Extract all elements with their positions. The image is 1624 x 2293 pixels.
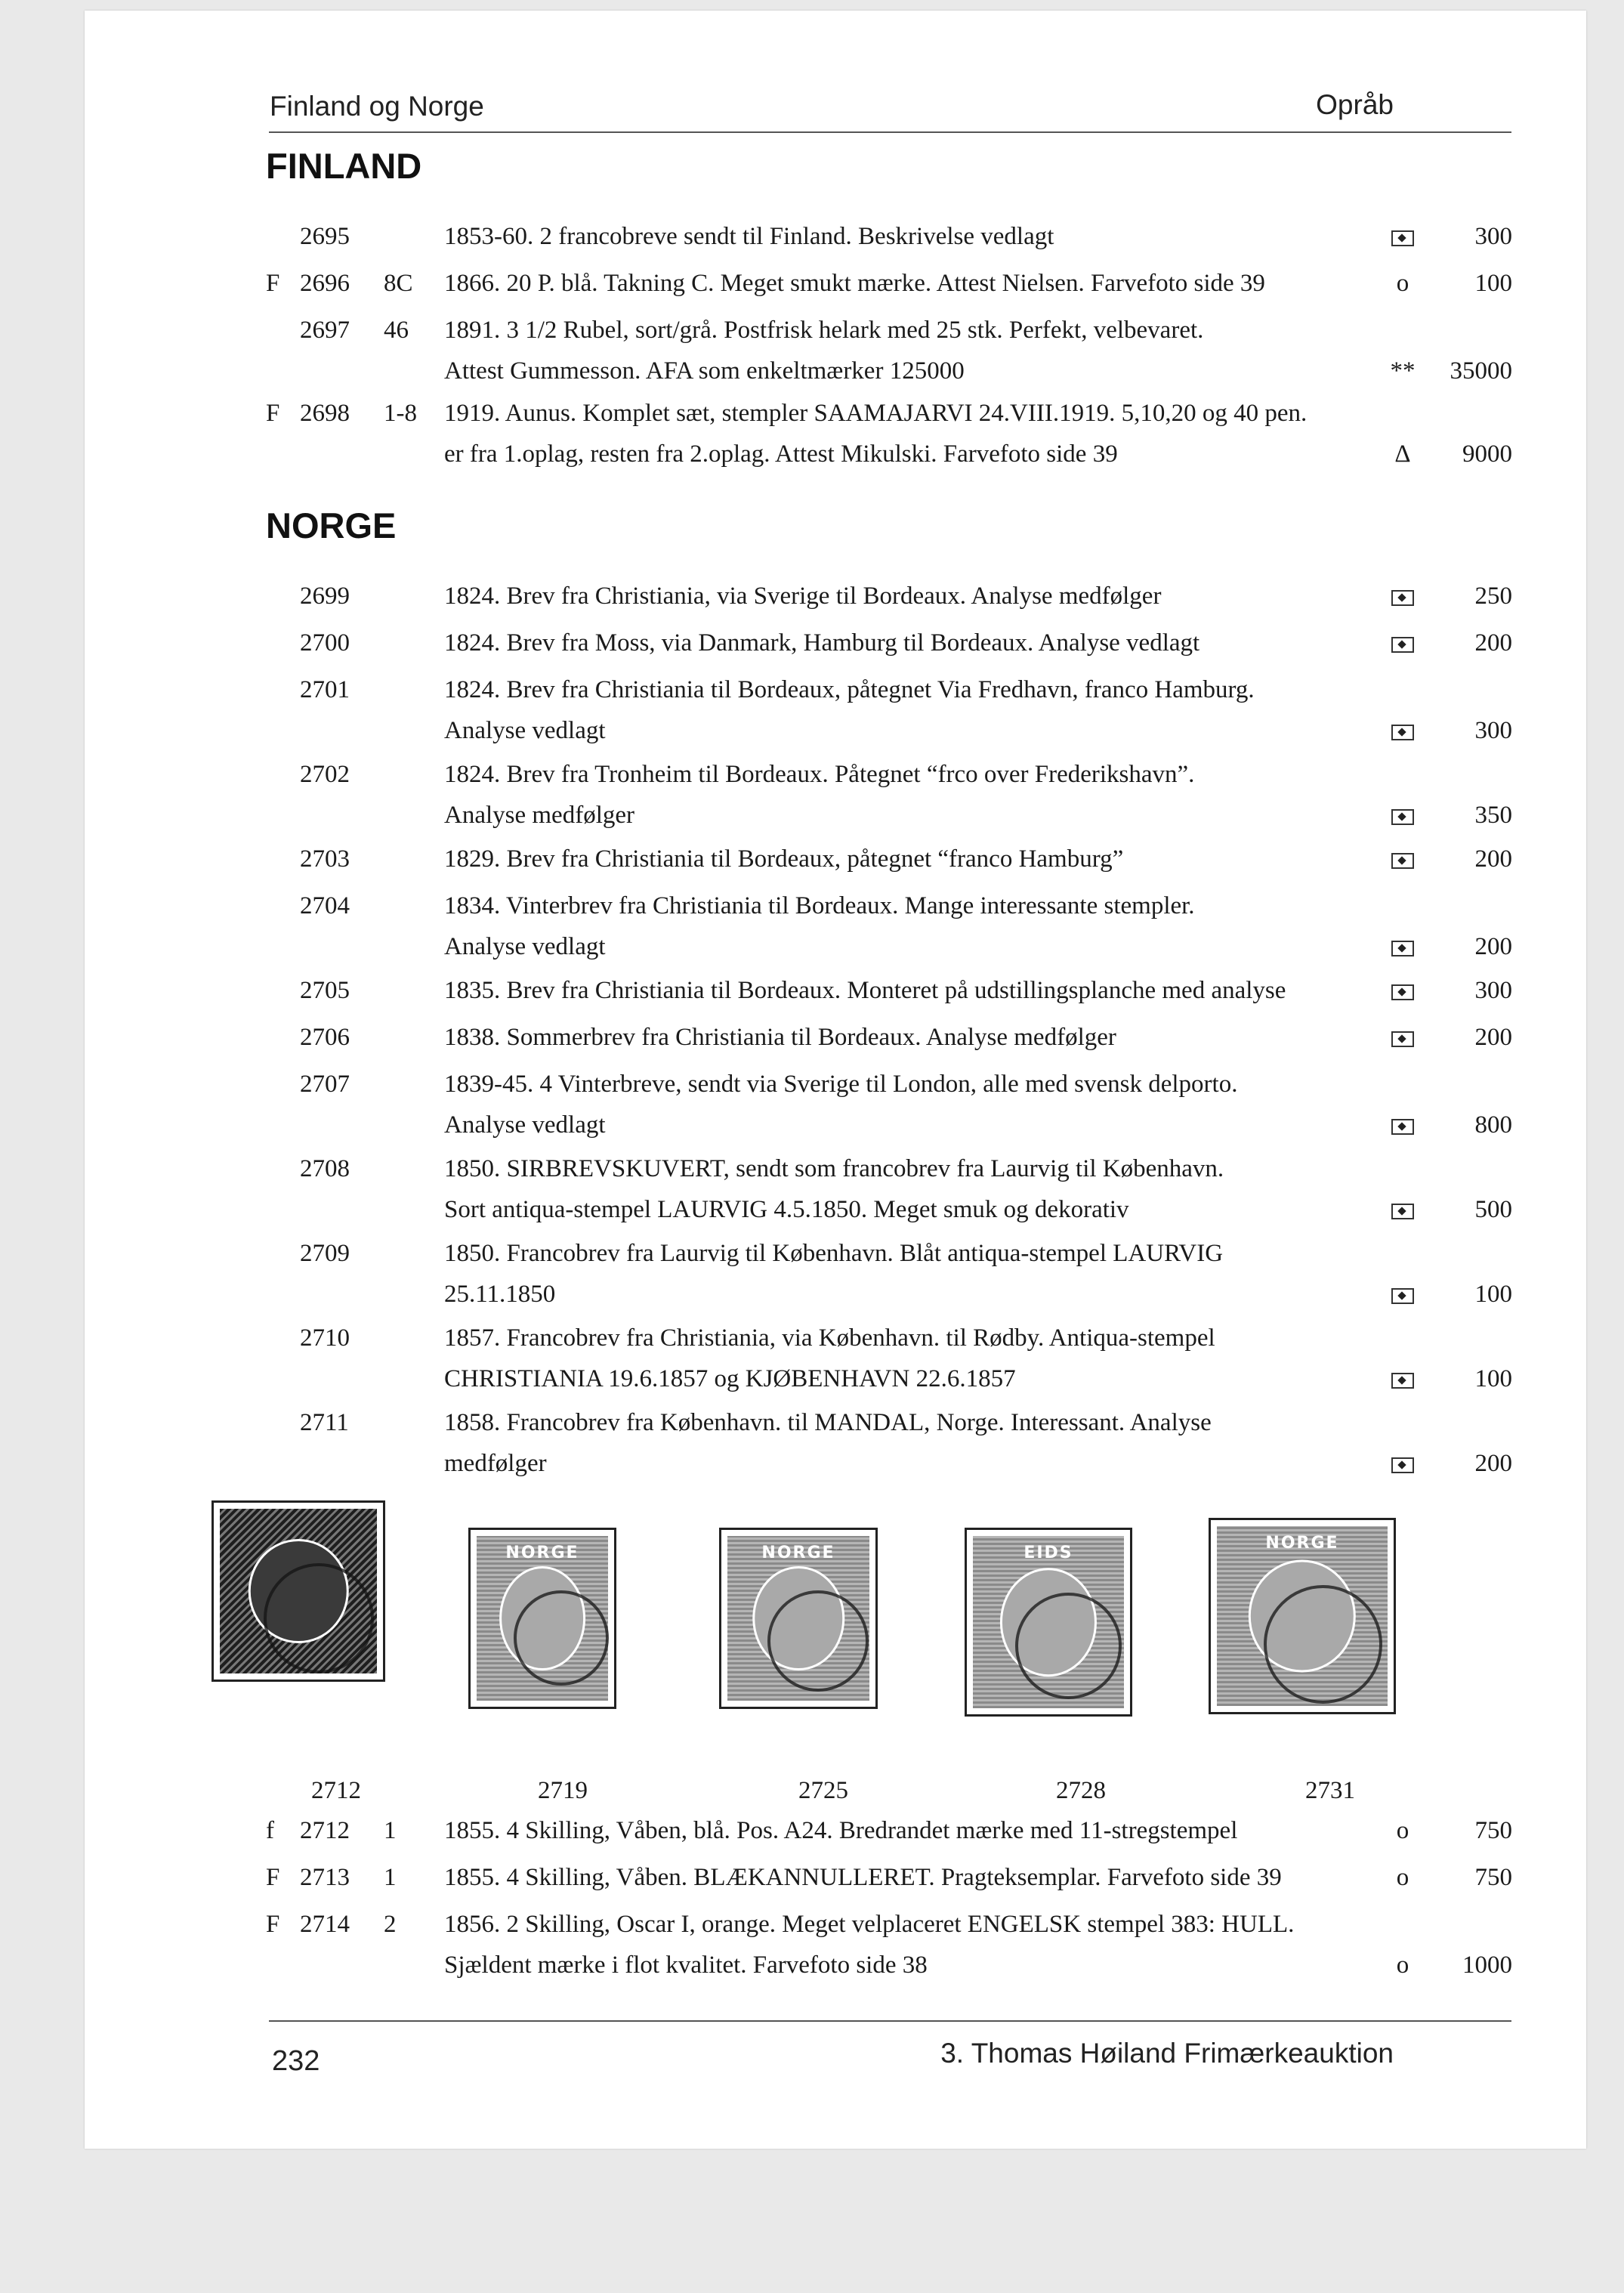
lot-price: 9000 bbox=[1462, 440, 1512, 468]
description-line: 1850. SIRBREVSKUVERT, sendt som francobrev fra Laurvig til København. bbox=[444, 1155, 1224, 1182]
stamp-image bbox=[1209, 1518, 1396, 1714]
lot-number: 2713 bbox=[300, 1864, 350, 1891]
lot-condition bbox=[1369, 795, 1437, 836]
header-section-title: Finland og Norge bbox=[270, 91, 484, 122]
lot-description bbox=[444, 839, 1385, 879]
description-line: 1824. Brev fra Christiania, via Sverige til Bordeaux. Analyse medfølger bbox=[444, 583, 1162, 610]
lot-number: 2712 bbox=[300, 1817, 350, 1844]
page-number: 232 bbox=[272, 2045, 320, 2077]
catalog-number: 8C bbox=[384, 270, 413, 297]
envelope-icon bbox=[1391, 853, 1414, 869]
description-line: 1834. Vinterbrev fra Christiania til Bordeaux. Mange interessante stempler. bbox=[444, 892, 1195, 919]
lot-row bbox=[85, 1857, 1586, 1898]
lot-price: 100 bbox=[1474, 1365, 1512, 1392]
lot-condition bbox=[1369, 1274, 1437, 1315]
postmark bbox=[767, 1590, 869, 1692]
envelope-icon bbox=[1391, 590, 1414, 606]
lot-price: 300 bbox=[1474, 977, 1512, 1004]
lot-row bbox=[85, 1148, 1586, 1230]
lot-number: 2701 bbox=[300, 676, 350, 703]
lot-condition bbox=[1369, 1105, 1437, 1145]
lot-row bbox=[85, 1402, 1586, 1484]
lot-price: 200 bbox=[1474, 845, 1512, 873]
catalog-number: 1 bbox=[384, 1864, 397, 1891]
envelope-icon bbox=[1391, 984, 1414, 1000]
lot-number: 2696 bbox=[300, 270, 350, 297]
stamp-inscription: NORGE bbox=[1265, 1534, 1339, 1553]
lot-number: 2695 bbox=[300, 223, 350, 250]
stamp-image bbox=[211, 1500, 385, 1682]
lot-row bbox=[85, 839, 1586, 879]
lot-condition: Δ bbox=[1394, 440, 1411, 468]
lot-number: 2699 bbox=[300, 583, 350, 610]
description-line: CHRISTIANIA 19.6.1857 og KJØBENHAVN 22.6.1857 bbox=[444, 1365, 1016, 1392]
lot-number: 2711 bbox=[300, 1409, 349, 1436]
lot-row bbox=[85, 310, 1586, 391]
stamp-design bbox=[1217, 1526, 1388, 1706]
lot-description bbox=[444, 1318, 1385, 1399]
lot-number: 2698 bbox=[300, 400, 350, 427]
envelope-icon bbox=[1391, 1373, 1414, 1389]
envelope-icon bbox=[1391, 1288, 1414, 1304]
description-line: Analyse vedlagt bbox=[444, 717, 606, 744]
lot-condition bbox=[1369, 576, 1437, 617]
catalog-number: 46 bbox=[384, 317, 409, 344]
lot-price: 100 bbox=[1474, 270, 1512, 297]
lot-condition bbox=[1369, 1358, 1437, 1399]
lot-number: 2706 bbox=[300, 1024, 350, 1051]
description-line: 1855. 4 Skilling, Våben. BLÆKANNULLERET. Pragteksemplar. Farvefoto side 39 bbox=[444, 1864, 1282, 1891]
lot-price: 200 bbox=[1474, 933, 1512, 960]
catalog-number: 1-8 bbox=[384, 400, 417, 427]
description-line: 1835. Brev fra Christiania til Bordeaux. Monteret på udstillingsplanche med analyse bbox=[444, 977, 1286, 1004]
envelope-icon bbox=[1391, 809, 1414, 825]
lot-price: 300 bbox=[1474, 223, 1512, 250]
envelope-icon bbox=[1391, 1031, 1414, 1047]
catalog-number: 1 bbox=[384, 1817, 397, 1844]
lot-description bbox=[444, 1810, 1385, 1851]
lot-row bbox=[85, 669, 1586, 751]
description-line: 1829. Brev fra Christiania til Bordeaux, påtegnet “franco Hamburg” bbox=[444, 845, 1124, 873]
description-line: medfølger bbox=[444, 1450, 547, 1477]
lot-row bbox=[85, 754, 1586, 836]
lot-row bbox=[85, 1810, 1586, 1851]
lot-number: 2700 bbox=[300, 629, 350, 657]
description-line: 25.11.1850 bbox=[444, 1281, 556, 1308]
lot-description bbox=[444, 1402, 1385, 1484]
lot-condition bbox=[1369, 710, 1437, 751]
catalog-page bbox=[85, 11, 1586, 2149]
lot-condition bbox=[1369, 839, 1437, 879]
envelope-icon bbox=[1391, 637, 1414, 653]
lot-description bbox=[444, 1064, 1385, 1145]
lot-description bbox=[444, 754, 1385, 836]
lot-price: 300 bbox=[1474, 717, 1512, 744]
footer-rule bbox=[269, 2020, 1511, 2022]
lot-number: 2709 bbox=[300, 1240, 350, 1267]
stamp-caption: 2725 bbox=[798, 1777, 848, 1804]
lot-row bbox=[85, 1904, 1586, 1986]
lot-price: 100 bbox=[1474, 1281, 1512, 1308]
lot-description bbox=[444, 393, 1385, 474]
lot-price: 35000 bbox=[1450, 357, 1512, 385]
stamp-caption: 2728 bbox=[1056, 1777, 1106, 1804]
description-line: 1858. Francobrev fra København. til MANDAL, Norge. Interessant. Analyse bbox=[444, 1409, 1212, 1436]
stamp-image bbox=[965, 1528, 1132, 1717]
section-title-norge: NORGE bbox=[266, 505, 397, 545]
stamp-design bbox=[727, 1536, 869, 1701]
lot-price: 200 bbox=[1474, 629, 1512, 657]
description-line: 1824. Brev fra Tronheim til Bordeaux. Påtegnet “frco over Frederikshavn”. bbox=[444, 761, 1195, 788]
lot-description bbox=[444, 216, 1385, 257]
lot-description bbox=[444, 885, 1385, 967]
stamp-image bbox=[468, 1528, 616, 1709]
description-line: Analyse medfølger bbox=[444, 802, 634, 829]
description-line: 1824. Brev fra Moss, via Danmark, Hamburg til Bordeaux. Analyse vedlagt bbox=[444, 629, 1200, 657]
description-line: 1891. 3 1/2 Rubel, sort/grå. Postfrisk helark med 25 stk. Perfekt, velbevaret. bbox=[444, 317, 1204, 344]
lot-condition: o bbox=[1396, 1864, 1409, 1891]
description-line: 1853-60. 2 francobreve sendt til Finland. Beskrivelse vedlagt bbox=[444, 223, 1054, 250]
lot-description bbox=[444, 669, 1385, 751]
postmark bbox=[514, 1590, 609, 1686]
description-line: 1919. Aunus. Komplet sæt, stempler SAAMAJARVI 24.VIII.1919. 5,10,20 og 40 pen. bbox=[444, 400, 1308, 427]
lot-number: 2697 bbox=[300, 317, 350, 344]
lot-flag: F bbox=[266, 1864, 280, 1891]
lot-condition bbox=[1369, 970, 1437, 1011]
section-title-finland: FINLAND bbox=[266, 146, 422, 186]
lot-row bbox=[85, 393, 1586, 474]
description-line: Sort antiqua-stempel LAURVIG 4.5.1850. Meget smuk og dekorativ bbox=[444, 1196, 1129, 1223]
description-line: 1866. 20 P. blå. Takning C. Meget smukt mærke. Attest Nielsen. Farvefoto side 39 bbox=[444, 270, 1265, 297]
lot-description bbox=[444, 1904, 1385, 1986]
lot-row bbox=[85, 1233, 1586, 1315]
lot-number: 2707 bbox=[300, 1071, 350, 1098]
lot-description bbox=[444, 1233, 1385, 1315]
auction-name: 3. Thomas Høiland Frimærkeauktion bbox=[940, 2038, 1394, 2069]
lot-condition bbox=[1369, 216, 1437, 257]
stamp-caption: 2719 bbox=[538, 1777, 588, 1804]
stamp-caption: 2731 bbox=[1305, 1777, 1355, 1804]
stamp-design bbox=[220, 1509, 377, 1673]
lot-row bbox=[85, 1318, 1586, 1399]
envelope-icon bbox=[1391, 941, 1414, 956]
envelope-icon bbox=[1391, 725, 1414, 740]
lot-number: 2708 bbox=[300, 1155, 350, 1182]
description-line: Sjældent mærke i flot kvalitet. Farvefoto side 38 bbox=[444, 1952, 928, 1979]
lot-condition: o bbox=[1396, 270, 1409, 297]
envelope-icon bbox=[1391, 1204, 1414, 1219]
lot-price: 500 bbox=[1474, 1196, 1512, 1223]
lot-number: 2703 bbox=[300, 845, 350, 873]
lot-number: 2702 bbox=[300, 761, 350, 788]
lot-row bbox=[85, 263, 1586, 304]
description-line: 1824. Brev fra Christiania til Bordeaux, påtegnet Via Fredhavn, franco Hamburg. bbox=[444, 676, 1255, 703]
lot-price: 200 bbox=[1474, 1024, 1512, 1051]
lot-condition bbox=[1369, 1443, 1437, 1484]
lot-price: 750 bbox=[1474, 1864, 1512, 1891]
stamp-inscription: EIDS bbox=[1023, 1544, 1073, 1562]
lot-price: 800 bbox=[1474, 1111, 1512, 1139]
lot-flag: F bbox=[266, 1911, 280, 1938]
lot-number: 2704 bbox=[300, 892, 350, 919]
description-line: 1839-45. 4 Vinterbreve, sendt via Sverige til London, alle med svensk delporto. bbox=[444, 1071, 1238, 1098]
lot-price: 750 bbox=[1474, 1817, 1512, 1844]
lot-price: 250 bbox=[1474, 583, 1512, 610]
lot-condition bbox=[1369, 1189, 1437, 1230]
postmark bbox=[264, 1563, 374, 1673]
lot-row bbox=[85, 576, 1586, 617]
lot-description bbox=[444, 1148, 1385, 1230]
stamp-caption: 2712 bbox=[311, 1777, 361, 1804]
lot-row bbox=[85, 216, 1586, 257]
lot-price: 350 bbox=[1474, 802, 1512, 829]
envelope-icon bbox=[1391, 1457, 1414, 1473]
envelope-icon bbox=[1391, 230, 1414, 246]
description-line: er fra 1.oplag, resten fra 2.oplag. Attest Mikulski. Farvefoto side 39 bbox=[444, 440, 1118, 468]
postmark bbox=[1015, 1593, 1122, 1699]
lot-condition bbox=[1369, 926, 1437, 967]
stamp-design bbox=[973, 1536, 1124, 1708]
description-line: 1850. Francobrev fra Laurvig til København. Blåt antiqua-stempel LAURVIG bbox=[444, 1240, 1224, 1267]
lot-description bbox=[444, 263, 1385, 304]
lot-flag: F bbox=[266, 270, 280, 297]
lot-flag: F bbox=[266, 400, 280, 427]
description-line: 1856. 2 Skilling, Oscar I, orange. Meget velplaceret ENGELSK stempel 383: HULL. bbox=[444, 1911, 1295, 1938]
lot-condition: ** bbox=[1390, 357, 1416, 385]
stamp-image bbox=[719, 1528, 878, 1709]
stamp-inscription: NORGE bbox=[761, 1544, 835, 1562]
lot-row bbox=[85, 1017, 1586, 1058]
lot-condition bbox=[1369, 623, 1437, 663]
lot-number: 2710 bbox=[300, 1324, 350, 1352]
lot-price: 1000 bbox=[1462, 1952, 1512, 1979]
description-line: Attest Gummesson. AFA som enkeltmærker 125000 bbox=[444, 357, 965, 385]
description-line: Analyse vedlagt bbox=[444, 933, 606, 960]
header-sale-type: Opråb bbox=[1316, 89, 1394, 120]
lot-description bbox=[444, 576, 1385, 617]
lot-row bbox=[85, 1064, 1586, 1145]
description-line: 1857. Francobrev fra Christiania, via København. til Rødby. Antiqua-stempel bbox=[444, 1324, 1215, 1352]
lot-description bbox=[444, 623, 1385, 663]
description-line: Analyse vedlagt bbox=[444, 1111, 606, 1139]
description-line: 1855. 4 Skilling, Våben, blå. Pos. A24. Bredrandet mærke med 11-stregstempel bbox=[444, 1817, 1238, 1844]
lot-condition: o bbox=[1396, 1952, 1409, 1979]
lot-row bbox=[85, 970, 1586, 1011]
lot-row bbox=[85, 885, 1586, 967]
postmark bbox=[1264, 1585, 1382, 1704]
lot-number: 2714 bbox=[300, 1911, 350, 1938]
lot-description bbox=[444, 1857, 1385, 1898]
lot-flag: f bbox=[266, 1817, 274, 1844]
description-line: 1838. Sommerbrev fra Christiania til Bordeaux. Analyse medfølger bbox=[444, 1024, 1116, 1051]
lot-condition: o bbox=[1396, 1817, 1409, 1844]
lot-description bbox=[444, 1017, 1385, 1058]
lot-number: 2705 bbox=[300, 977, 350, 1004]
lot-price: 200 bbox=[1474, 1450, 1512, 1477]
header-rule bbox=[269, 131, 1511, 133]
lot-condition bbox=[1369, 1017, 1437, 1058]
stamp-inscription: NORGE bbox=[505, 1544, 579, 1562]
envelope-icon bbox=[1391, 1119, 1414, 1135]
stamp-design bbox=[477, 1536, 608, 1701]
lot-row bbox=[85, 623, 1586, 663]
lot-description bbox=[444, 310, 1385, 391]
catalog-number: 2 bbox=[384, 1911, 397, 1938]
lot-description bbox=[444, 970, 1385, 1011]
